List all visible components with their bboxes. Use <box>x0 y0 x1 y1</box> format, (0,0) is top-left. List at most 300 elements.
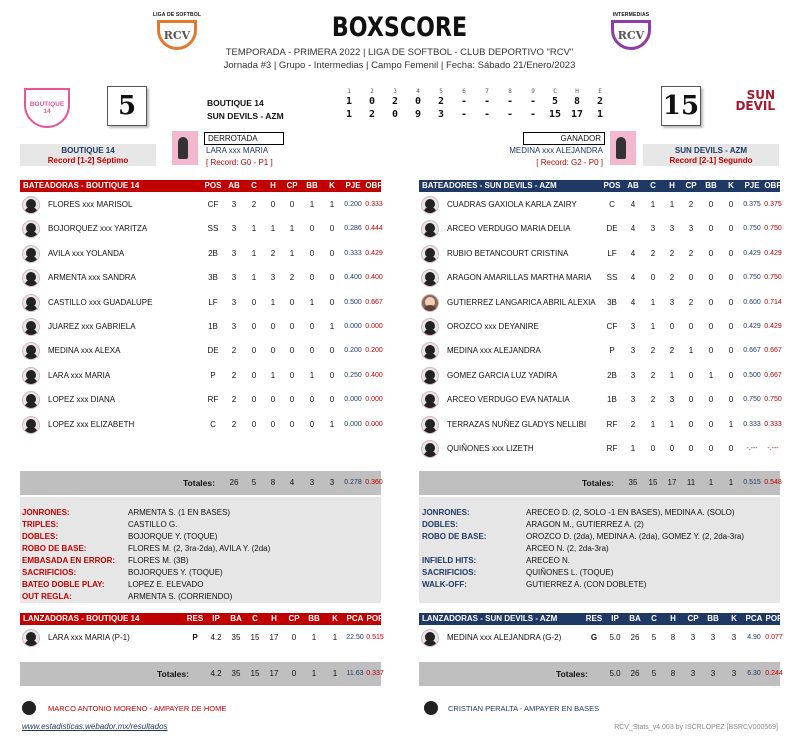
season-line: TEMPORADA - PRIMERA 2022 | LIGA DE SOFTBOL - CLUB DEPORTIVO "RCV" <box>225 47 574 58</box>
stat-obp: 0.400 <box>365 371 383 379</box>
inning-header: 1 <box>347 88 351 95</box>
stat-obp: 0.333 <box>764 420 782 428</box>
stat-obp: 0.667 <box>365 298 383 306</box>
winning-pitcher-icon <box>610 131 636 165</box>
total-obp: 0.360 <box>365 479 383 486</box>
stat-pje: 0.500 <box>743 371 761 379</box>
player-row <box>419 217 780 241</box>
stat-bb: 0 <box>708 346 714 356</box>
stat-h: 17 <box>269 633 279 642</box>
stat-pos: DE <box>606 224 618 234</box>
avatar-body <box>24 640 38 647</box>
column-header: POS <box>603 181 621 190</box>
total-header: C <box>553 88 557 95</box>
avatar-body <box>24 207 38 214</box>
column-header: BA <box>230 614 242 623</box>
avatar-body <box>423 280 437 287</box>
league-logo-caption: LIGA DE SOFTBOL <box>152 12 202 18</box>
stat-pje: 0.400 <box>344 274 362 282</box>
stat-ab: 1 <box>630 444 636 453</box>
stat-ab: 3 <box>231 322 237 331</box>
home-team-record: Record [1-2] Séptimo <box>47 156 129 165</box>
stat-h: 1 <box>669 200 675 209</box>
losing-decision-label: DERROTADA <box>204 132 284 145</box>
stat-pje: 0.600 <box>743 298 761 306</box>
home-batting-totals <box>20 471 381 495</box>
inning-score: 1 <box>345 109 353 120</box>
stat-cp: 2 <box>688 248 694 258</box>
note-value: BOJORQUE Y. (TOQUE) <box>128 532 218 541</box>
note-value: QUIÑONES L. (TOQUE) <box>526 568 614 577</box>
note-value: BOJORQUES Y. (TOQUE) <box>128 568 223 577</box>
avatar-body <box>423 207 437 214</box>
stat-h: 1 <box>270 224 276 234</box>
stat-h: 0 <box>270 395 276 405</box>
stat-cp: 3 <box>688 224 694 234</box>
stat-c: 3 <box>650 224 656 234</box>
stat-bb: 0 <box>708 395 714 405</box>
note-value: ARECEO N. <box>526 556 571 565</box>
stat-h: 0 <box>270 346 276 356</box>
stat-obp: 0.429 <box>365 249 383 257</box>
inning-header: 7 <box>485 88 489 95</box>
stat-pop: 0.515 <box>366 634 384 641</box>
note-value: ARECEO D. (2, SOLO -1 EN BASES), MEDINA A. (SOLO) <box>526 508 735 517</box>
inning-score: - <box>483 109 491 120</box>
note-value: ARCEO N. (2, 2da-3ra) <box>526 544 609 553</box>
column-header: PCA <box>346 614 364 623</box>
total-pje: 0.515 <box>743 479 761 486</box>
stat-pca: 22.50 <box>346 634 364 641</box>
stat-c: 1 <box>650 322 656 331</box>
column-header: IP <box>611 614 619 623</box>
division-logo-shield: RCV <box>611 20 651 50</box>
stat-bb: 1 <box>309 297 315 307</box>
total-e: 1 <box>596 109 604 120</box>
stat-cp: 0 <box>289 346 295 356</box>
totals-label: Totales: <box>556 669 588 679</box>
note-label: SACRIFICIOS: <box>22 568 77 577</box>
total-ip: 4.2 <box>210 669 222 678</box>
total-pca: 11.63 <box>346 670 364 677</box>
avatar-body <box>24 402 38 409</box>
note-label: WALK-OFF: <box>422 580 467 589</box>
column-header: BB <box>705 181 717 190</box>
player-avatar <box>22 196 40 214</box>
player-name: MEDINA xxx ALEJANDRA <box>447 346 541 356</box>
home-team-logo: BOUTIQUE 14 <box>24 88 70 128</box>
player-avatar <box>22 294 40 312</box>
stat-c: 1 <box>251 248 257 258</box>
stat-ab: 4 <box>630 200 636 209</box>
stat-obp: 0.375 <box>764 201 782 208</box>
stat-h: 2 <box>270 248 276 258</box>
player-avatar <box>421 245 439 263</box>
stat-ab: 3 <box>231 273 237 283</box>
inning-score: 0 <box>391 109 399 120</box>
stat-ab: 4 <box>630 297 636 307</box>
avatar-body <box>423 378 437 385</box>
stat-pos: SS <box>606 273 618 283</box>
inning-header: 8 <box>508 88 512 95</box>
stat-c: 1 <box>251 224 257 234</box>
avatar-body <box>423 427 437 434</box>
column-header: POP <box>366 614 384 623</box>
column-header: PJE <box>345 181 361 190</box>
stat-pos: RF <box>606 419 618 429</box>
column-header: IP <box>212 614 220 623</box>
stat-c: 5 <box>651 633 657 642</box>
note-label: DOBLES: <box>22 532 58 541</box>
winning-pitcher-name: MEDINA xxx ALEJANDRA <box>509 146 603 155</box>
total-c: 5 <box>551 96 559 107</box>
inning-score: - <box>529 96 537 107</box>
stat-obp: 0.400 <box>365 274 383 282</box>
player-avatar <box>22 391 40 409</box>
stat-bb: 0 <box>708 444 714 453</box>
game-info-line: Jornada #3 | Grupo - Intermedias | Campo Femenil | Fecha: Sábado 21/Enero/2023 <box>223 60 576 71</box>
stat-pos: 1B <box>607 395 617 405</box>
stat-bb: 0 <box>309 322 315 331</box>
totals-label: Totales: <box>183 478 215 488</box>
player-avatar <box>22 342 40 360</box>
home-pitching-header <box>20 613 384 625</box>
total-c: 15 <box>250 669 260 678</box>
avatar-body <box>24 329 38 336</box>
stat-k: 0 <box>728 346 734 356</box>
note-value: CASTILLO G. <box>128 520 178 529</box>
column-header: RES <box>186 614 204 623</box>
player-avatar <box>22 367 40 385</box>
note-label: EMBASADA EN ERROR: <box>22 556 116 565</box>
stat-pje: 0.429 <box>743 249 761 257</box>
player-name: RUBIO BETANCOURT CRISTINA <box>447 248 569 258</box>
stat-ab: 3 <box>630 370 636 380</box>
total-h: 17 <box>269 669 279 678</box>
inning-header: 3 <box>393 88 397 95</box>
inning-score: 1 <box>345 96 353 107</box>
column-header: OBP <box>764 181 782 190</box>
stat-pje: 0.200 <box>344 201 362 208</box>
stat-pje: 0.286 <box>344 225 362 233</box>
inning-score: - <box>460 109 468 120</box>
pitcher-name: MEDINA xxx ALEJANDRA (G-2) <box>447 633 562 642</box>
player-row <box>419 266 780 290</box>
stat-k: 0 <box>329 346 335 356</box>
total-bb: 3 <box>710 669 716 678</box>
stat-h: 2 <box>669 248 675 258</box>
inning-score: 2 <box>368 109 376 120</box>
stat-pos: CF <box>606 322 618 331</box>
stat-bb: 1 <box>309 200 315 209</box>
avatar-body <box>423 451 437 458</box>
player-row <box>20 315 381 339</box>
note-value: LOPEZ E. ELEVADO <box>128 580 204 589</box>
player-name: BOJORQUEZ xxx YARITZA <box>48 224 148 234</box>
stat-ab: 2 <box>630 419 636 429</box>
stat-c: 2 <box>650 248 656 258</box>
pitcher-avatar <box>22 629 40 647</box>
stat-ab: 3 <box>630 322 636 331</box>
player-name: ARAGON AMARILLAS MARTHA MARIA <box>447 273 592 283</box>
stat-bb: 0 <box>708 273 714 283</box>
stat-pje: 0.429 <box>743 323 761 330</box>
player-name: JUAREZ xxx GABRIELA <box>48 322 136 331</box>
stat-cp: 2 <box>289 273 295 283</box>
note-label: OUT REGLA: <box>22 592 72 601</box>
total-ba: 35 <box>231 669 241 678</box>
avatar-body <box>24 231 38 238</box>
total-h: 17 <box>570 109 584 120</box>
stat-obp: 0.000 <box>365 420 383 428</box>
player-avatar <box>421 318 439 336</box>
stat-k: 0 <box>728 444 734 453</box>
total-k: 3 <box>329 478 335 487</box>
column-header: PCA <box>745 614 763 623</box>
column-header: POP <box>765 614 783 623</box>
home-pitching-title: LANZADORAS - BOUTIQUE 14 <box>23 614 140 623</box>
away-team-record: Record [2-1] Segundo <box>669 156 753 165</box>
stat-h: 2 <box>669 346 675 356</box>
stat-obp: 0.750 <box>764 274 782 282</box>
inning-score: - <box>483 96 491 107</box>
stat-h: 2 <box>669 273 675 283</box>
stat-ab: 3 <box>630 346 636 356</box>
avatar-body <box>423 305 437 312</box>
column-header: C <box>252 614 258 623</box>
avatar-body <box>423 402 437 409</box>
stat-pos: C <box>210 419 216 429</box>
player-avatar <box>421 294 439 312</box>
stat-pos: P <box>210 370 216 380</box>
stat-ip: 5.0 <box>609 633 621 642</box>
column-header: K <box>728 181 734 190</box>
stat-obp: 0.750 <box>764 396 782 404</box>
note-label: JONRONES: <box>422 508 470 517</box>
column-header: K <box>731 614 737 623</box>
column-header: C <box>651 614 657 623</box>
total-h: 8 <box>670 669 676 678</box>
away-batting-totals <box>419 471 780 495</box>
stat-pje: 0.000 <box>344 396 362 404</box>
stat-ab: 3 <box>231 224 237 234</box>
pitcher-avatar <box>421 629 439 647</box>
player-name: ARCEO VERDUGO MARIA DELIA <box>447 224 571 234</box>
stat-h: 3 <box>270 273 276 283</box>
total-c: 15 <box>648 478 658 487</box>
stat-pos: 2B <box>208 248 218 258</box>
total-h: 8 <box>573 96 581 107</box>
total-cp: 11 <box>686 478 696 487</box>
total-e: 2 <box>596 96 604 107</box>
inning-score: 3 <box>437 109 445 120</box>
inning-header: 6 <box>462 88 466 95</box>
stat-bb: 0 <box>309 395 315 405</box>
player-name: ARMENTA xxx SANDRA <box>48 273 136 283</box>
avatar-body <box>423 353 437 360</box>
column-header: RES <box>585 614 603 623</box>
stat-pje: 0.000 <box>344 323 362 330</box>
column-header: BB <box>707 614 719 623</box>
player-row <box>20 217 381 241</box>
avatar-body <box>423 640 437 647</box>
player-avatar <box>421 220 439 238</box>
stat-h: 1 <box>270 297 276 307</box>
stat-pje: 0.250 <box>344 371 362 379</box>
home-pitching-totals <box>20 662 384 686</box>
away-batting-title: BATEADORES - SUN DEVILS - AZM <box>422 181 557 190</box>
total-pop: 0.337 <box>366 670 384 677</box>
stat-k: 0 <box>728 297 734 307</box>
stat-obp: -.--- <box>767 445 779 452</box>
player-avatar <box>22 220 40 238</box>
stat-cp: 0 <box>688 419 694 429</box>
note-label: JONRONES: <box>22 508 70 517</box>
stat-k: 0 <box>329 370 335 380</box>
inning-score: - <box>506 96 514 107</box>
stat-cp: 0 <box>289 395 295 405</box>
stat-obp: 0.000 <box>365 323 383 330</box>
stat-cp: 2 <box>688 200 694 209</box>
total-header: E <box>598 88 602 95</box>
player-row <box>419 388 780 412</box>
stat-ab: 2 <box>231 395 237 405</box>
stat-h: 1 <box>669 419 675 429</box>
inning-score: 2 <box>437 96 445 107</box>
player-row <box>20 388 381 412</box>
inning-header: 5 <box>439 88 443 95</box>
stat-obp: 0.429 <box>764 249 782 257</box>
player-avatar <box>22 318 40 336</box>
stat-ab: 3 <box>231 248 237 258</box>
inning-score: 2 <box>391 96 399 107</box>
stat-ab: 3 <box>231 200 237 209</box>
stat-k: 1 <box>332 633 338 642</box>
player-name: MEDINA xxx ALEXA <box>48 346 121 356</box>
stat-cp: 2 <box>688 297 694 307</box>
stat-ba: 35 <box>231 633 241 642</box>
stat-k: 0 <box>728 200 734 209</box>
league-logo-shield: RCV <box>157 20 197 50</box>
stat-bb: 0 <box>309 419 315 429</box>
bases-umpire: CRISTIAN PERALTA - AMPAYER EN BASES <box>448 704 600 713</box>
avatar-body <box>423 329 437 336</box>
results-link[interactable]: www.estadisticas.webador.mx/resultados <box>22 722 168 731</box>
player-avatar <box>22 269 40 287</box>
column-header: K <box>329 181 335 190</box>
player-name: OROZCO xxx DEYANIRE <box>447 322 539 331</box>
player-name: LOPEZ xxx DIANA <box>48 395 116 405</box>
stat-cp: 0 <box>289 370 295 380</box>
stat-pje: 0.750 <box>743 274 761 282</box>
note-label: ROBO DE BASE: <box>22 544 87 553</box>
total-cp: 0 <box>291 669 297 678</box>
player-row <box>419 242 780 266</box>
column-header: OBP <box>365 181 383 190</box>
inning-header: 2 <box>370 88 374 95</box>
stat-k: 1 <box>329 322 335 331</box>
stat-cp: 0 <box>688 273 694 283</box>
player-avatar <box>22 416 40 434</box>
note-label: TRIPLES: <box>22 520 59 529</box>
stat-pos: RF <box>606 444 618 453</box>
home-batting-header <box>20 180 381 192</box>
inning-score: - <box>529 109 537 120</box>
stat-c: 0 <box>251 370 257 380</box>
away-batting-header <box>419 180 780 192</box>
stat-ab: 2 <box>231 419 237 429</box>
player-row <box>419 413 780 437</box>
stat-k: 1 <box>329 419 335 429</box>
stat-obp: 0.667 <box>764 371 782 379</box>
winning-pitcher-record: [ Record: G2 - P0 ] <box>536 158 603 167</box>
player-name: CASTILLO xxx GUADALUPE <box>48 297 153 307</box>
stat-c: 0 <box>650 444 656 453</box>
stat-k: 1 <box>329 200 335 209</box>
stat-pos: 2B <box>607 370 617 380</box>
stat-bb: 0 <box>708 248 714 258</box>
losing-pitcher-name: LARA xxx MARIA <box>206 146 269 155</box>
player-row <box>20 266 381 290</box>
player-row <box>419 364 780 388</box>
stat-k: 0 <box>728 224 734 234</box>
total-obp: 0.548 <box>764 479 782 486</box>
stat-obp: 0.200 <box>365 347 383 355</box>
player-row <box>419 291 780 315</box>
stat-cp: 0 <box>688 370 694 380</box>
note-value: OROZCO D. (2da), MEDINA A. (2da), GOMEZ Y. (2, 2da-3ra) <box>526 532 744 541</box>
stat-obp: 0.000 <box>365 396 383 404</box>
stat-res: P <box>192 633 198 642</box>
stat-cp: 0 <box>291 633 297 642</box>
stat-bb: 0 <box>708 297 714 307</box>
pitcher-row <box>20 626 384 650</box>
linescore-team-name: SUN DEVILS - AZM <box>207 111 284 121</box>
inning-score: 0 <box>414 96 422 107</box>
stat-k: 0 <box>728 248 734 258</box>
stat-pos: LF <box>607 248 617 258</box>
stat-h: 0 <box>270 419 276 429</box>
stat-c: 0 <box>251 395 257 405</box>
stat-cp: 0 <box>688 444 694 453</box>
stat-ba: 26 <box>630 633 640 642</box>
stat-ab: 4 <box>630 224 636 234</box>
stat-cp: 0 <box>289 322 295 331</box>
column-header: K <box>332 614 338 623</box>
note-value: ARMENTA S. (1 EN BASES) <box>128 508 231 517</box>
avatar-body <box>24 305 38 312</box>
player-name: QUIÑONES xxx LIZETH <box>447 444 534 453</box>
inning-score: - <box>460 96 468 107</box>
stat-ab: 3 <box>630 395 636 405</box>
column-header: H <box>670 614 676 623</box>
stat-c: 0 <box>251 419 257 429</box>
stat-c: 1 <box>650 297 656 307</box>
stat-pos: CF <box>207 200 219 209</box>
player-row <box>20 242 381 266</box>
away-pitching-header <box>419 613 783 625</box>
column-header: CP <box>286 181 298 190</box>
stat-k: 0 <box>329 248 335 258</box>
stat-c: 15 <box>250 633 260 642</box>
stat-pos: RF <box>207 395 219 405</box>
note-label: DOBLES: <box>422 520 458 529</box>
stat-c: 0 <box>251 297 257 307</box>
losing-pitcher-record: [ Record: G0 - P1 ] <box>206 158 273 167</box>
note-value: ARAGON M., GUTIERREZ A. (2) <box>526 520 644 529</box>
avatar-body <box>24 427 38 434</box>
total-ab: 35 <box>628 478 638 487</box>
